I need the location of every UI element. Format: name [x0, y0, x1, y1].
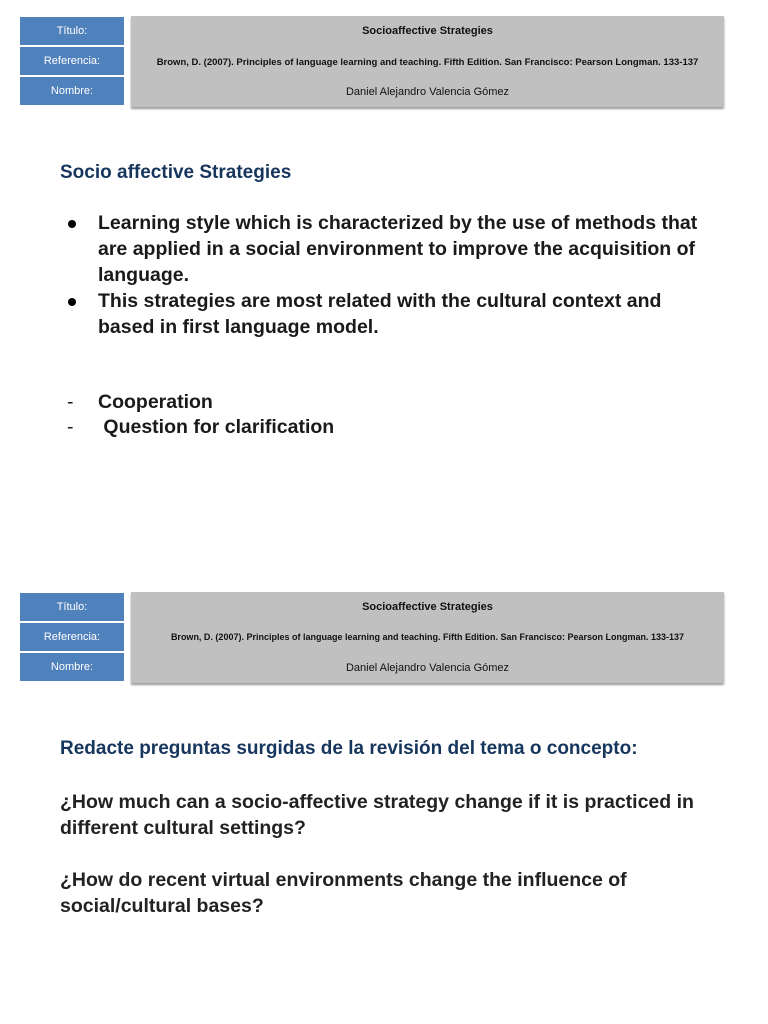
- section-heading: Socio affective Strategies: [60, 162, 292, 183]
- dash-icon: -: [67, 391, 74, 413]
- list-item: [60, 210, 720, 288]
- list-item-text: Cooperation: [98, 391, 213, 413]
- header-card-2: [19, 592, 724, 683]
- list-item: [60, 415, 334, 440]
- bullet-icon: [68, 220, 76, 228]
- bullet-list: [60, 210, 720, 340]
- titulo-label: Título:: [19, 16, 125, 46]
- nombre-label: Nombre:: [19, 76, 125, 106]
- referencia-label: Referencia:: [19, 46, 125, 76]
- document-title: Socioaffective Strategies: [362, 25, 493, 37]
- author-name: Daniel Alejandro Valencia Gómez: [345, 662, 510, 674]
- reference-text: Brown, D. (2007). Principles of language learning and teaching. Fifth Edition. San Francisco: Pearson Longman. 133-137: [156, 56, 699, 68]
- titulo-label: Título:: [19, 592, 125, 622]
- list-item: [60, 288, 720, 340]
- reference-text: Brown, D. (2007). Principles of language learning and teaching. Fifth Edition. San Francisco: Pearson Longman. 133-137: [170, 631, 685, 642]
- questions-heading: Redacte preguntas surgidas de la revisión del tema o concepto:: [60, 738, 638, 759]
- list-item-text: Question for clarification: [98, 416, 335, 438]
- question-1: ¿How much can a socio-affective strategy change if it is practiced in different cultural settings?: [60, 791, 694, 839]
- document-title: Socioaffective Strategies: [362, 601, 493, 613]
- referencia-label: Referencia:: [19, 622, 125, 652]
- dash-list: [60, 390, 334, 440]
- list-item-text: Learning style which is characterized by the use of methods that are applied in a social environment to improve the acquisition of language.: [98, 212, 698, 286]
- bullet-icon: [68, 298, 76, 306]
- list-item: [60, 390, 334, 415]
- author-name: Daniel Alejandro Valencia Gómez: [345, 86, 510, 98]
- dash-icon: -: [67, 416, 74, 438]
- header-card-1: [19, 16, 724, 107]
- nombre-label: Nombre:: [19, 652, 125, 682]
- question-2: ¿How do recent virtual environments change the influence of social/cultural bases?: [60, 869, 627, 917]
- list-item-text: This strategies are most related with the cultural context and based in first language model.: [98, 290, 662, 338]
